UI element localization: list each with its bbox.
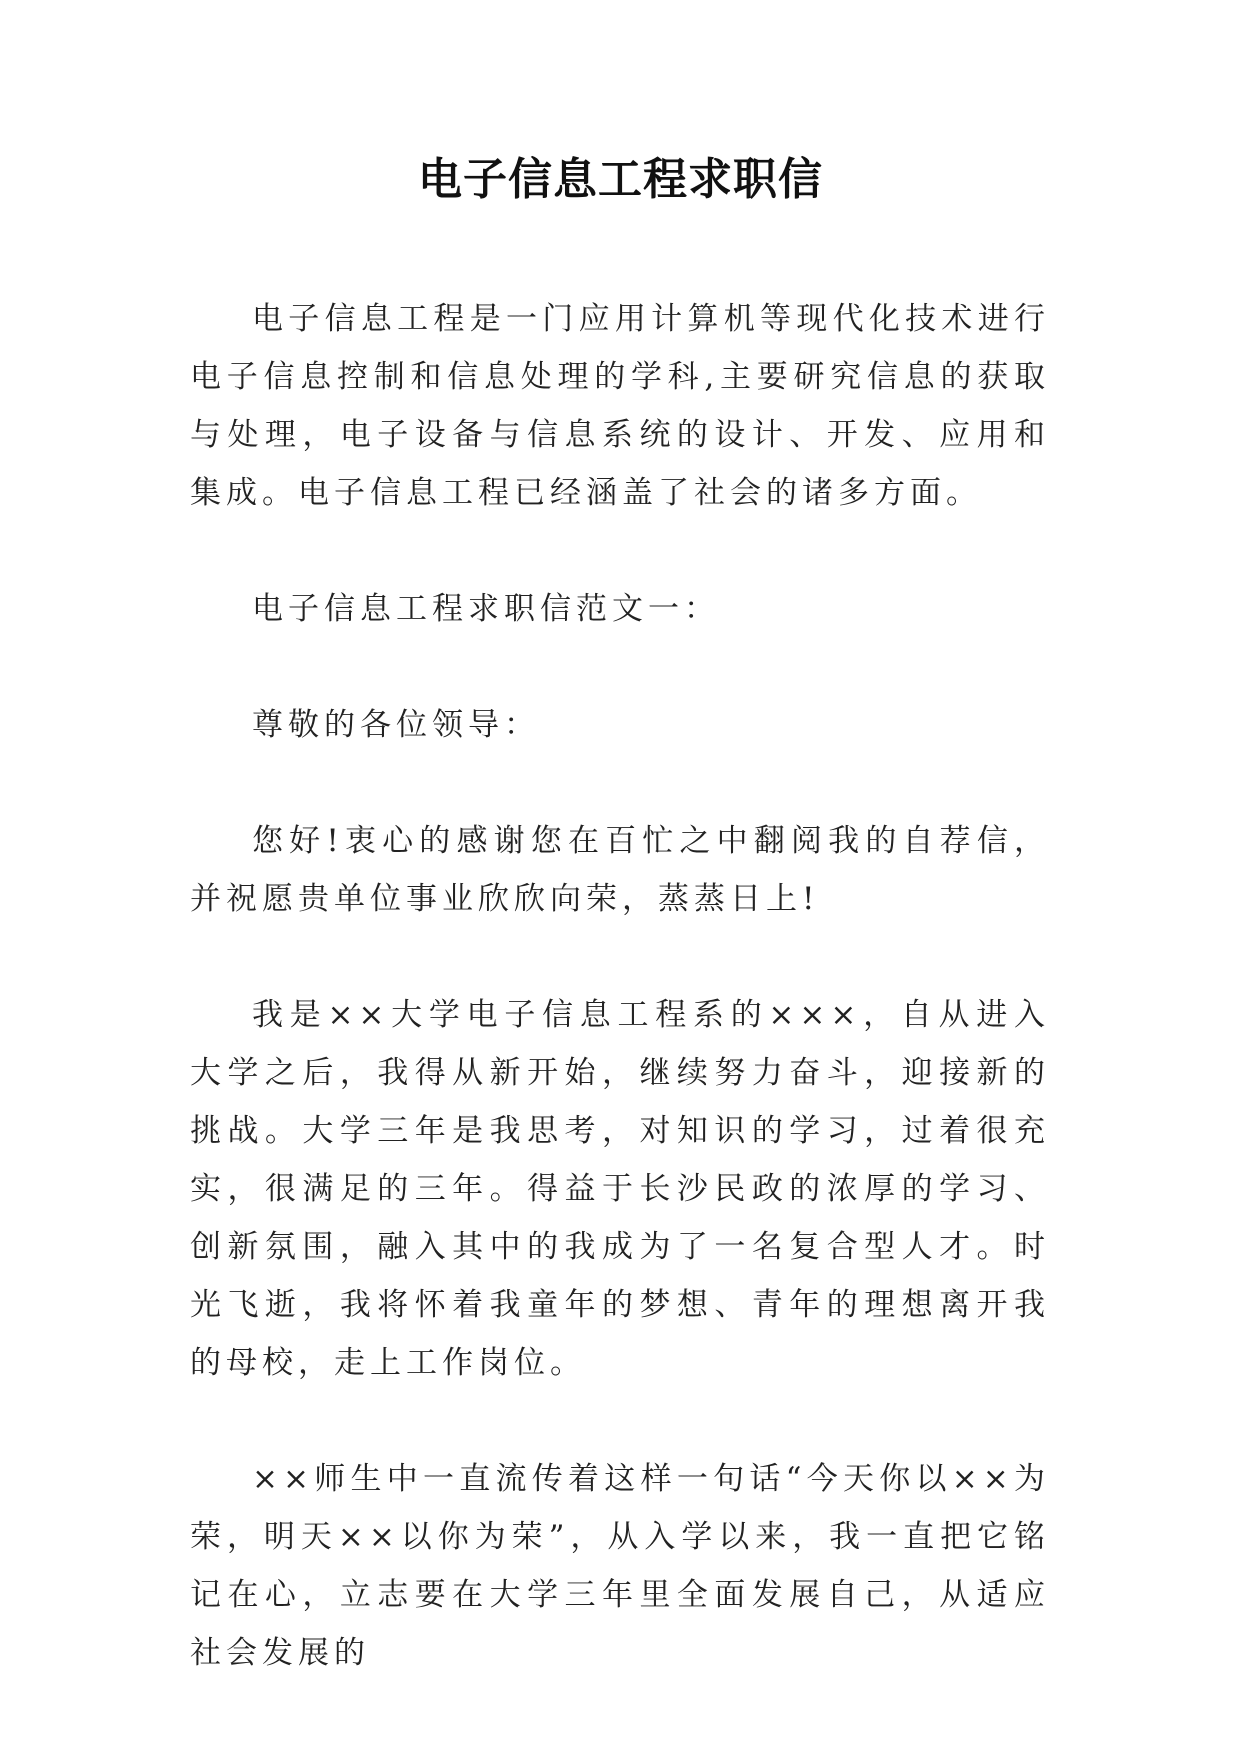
paragraph-sample-heading: 电子信息工程求职信范文一： [252, 591, 720, 627]
paragraph-self-intro: 我是××大学电子信息工程系的×××，自从进入大学之后，我得从新开始，继续努力奋斗，迎接新的挑战。大学三年是我思考，对知识的学习，过着很充实，很满足的三年。得益于长沙民政的浓厚的学习、创新氛围，融入其中的我成为了一名复合型人才。时光飞逝，我将怀着我童年的梦想、青年的理想离开我的母校，走上工作岗位。 [190, 997, 1050, 1381]
document-body [190, 290, 1050, 1740]
paragraph-intro: 电子信息工程是一门应用计算机等现代化技术进行电子信息控制和信息处理的学科,主要研究信息的获取与处理，电子设备与信息系统的设计、开发、应用和集成。电子信息工程已经涵盖了社会的诸多方面。 [190, 301, 1050, 511]
document-title: 电子信息工程求职信 [418, 154, 823, 205]
paragraph-salutation: 尊敬的各位领导： [252, 707, 540, 743]
paragraph-motto: ××师生中一直流传着这样一句话“今天你以××为荣，明天××以你为荣”，从入学以来，我一直把它铭记在心，立志要在大学三年里全面发展自己，从适应社会发展的 [190, 1461, 1050, 1671]
paragraph-greeting: 您好!衷心的感谢您在百忙之中翻阅我的自荐信，并祝愿贵单位事业欣欣向荣，蒸蒸日上! [190, 823, 1050, 917]
